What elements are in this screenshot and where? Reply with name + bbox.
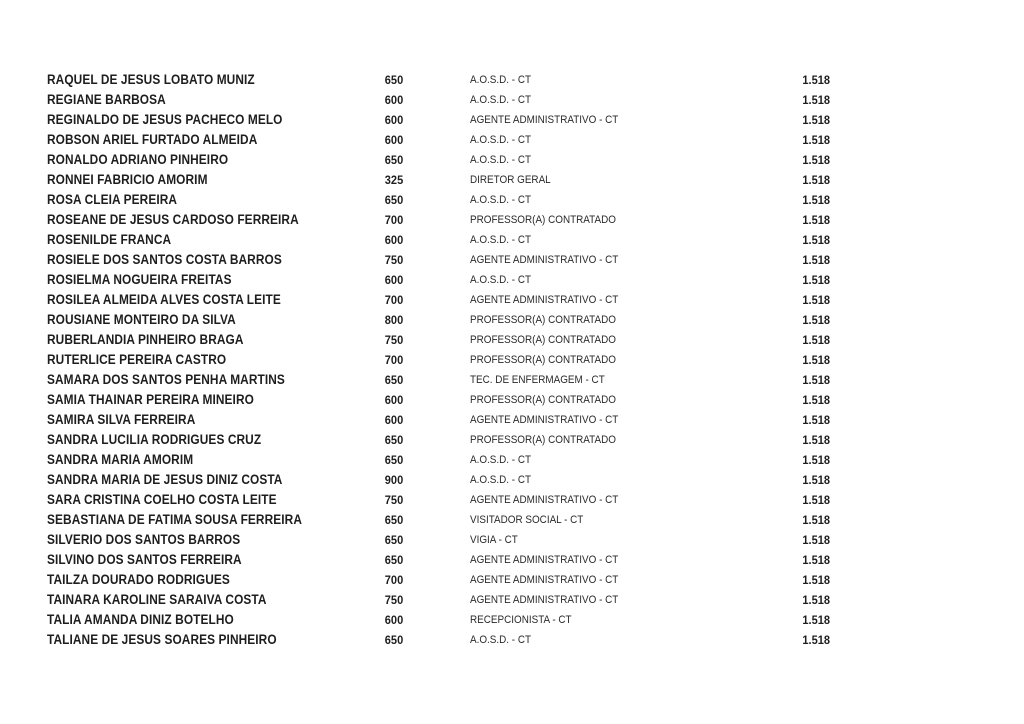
employee-role: A.O.S.D. - CT xyxy=(470,234,532,246)
employee-total: 1.518 xyxy=(802,613,830,627)
table-row xyxy=(0,270,1024,290)
employee-amount: 700 xyxy=(384,293,404,307)
employee-total: 1.518 xyxy=(802,433,830,447)
employee-table xyxy=(0,70,1024,650)
table-row xyxy=(0,310,1024,330)
table-row xyxy=(0,610,1024,630)
employee-amount: 600 xyxy=(384,613,404,627)
employee-amount: 900 xyxy=(384,473,404,487)
employee-total: 1.518 xyxy=(802,513,830,527)
employee-name: SEBASTIANA DE FATIMA SOUSA FERREIRA xyxy=(47,512,302,527)
employee-total: 1.518 xyxy=(802,173,830,187)
employee-amount: 325 xyxy=(384,173,404,187)
table-row xyxy=(0,110,1024,130)
table-row xyxy=(0,350,1024,370)
employee-name: RUTERLICE PEREIRA CASTRO xyxy=(47,352,227,367)
employee-role: A.O.S.D. - CT xyxy=(470,94,532,106)
employee-amount: 800 xyxy=(384,313,404,327)
employee-name: RAQUEL DE JESUS LOBATO MUNIZ xyxy=(47,72,255,87)
table-row xyxy=(0,370,1024,390)
employee-name: SILVERIO DOS SANTOS BARROS xyxy=(47,532,241,547)
employee-name: SAMIA THAINAR PEREIRA MINEIRO xyxy=(47,392,254,407)
employee-role: A.O.S.D. - CT xyxy=(470,454,532,466)
employee-total: 1.518 xyxy=(802,473,830,487)
employee-amount: 600 xyxy=(384,233,404,247)
employee-role: AGENTE ADMINISTRATIVO - CT xyxy=(470,574,619,586)
employee-amount: 650 xyxy=(384,73,404,87)
employee-amount: 650 xyxy=(384,373,404,387)
employee-name: ROSA CLEIA PEREIRA xyxy=(47,192,178,207)
employee-name: SANDRA MARIA DE JESUS DINIZ COSTA xyxy=(47,472,283,487)
employee-name: RONALDO ADRIANO PINHEIRO xyxy=(47,152,229,167)
employee-total: 1.518 xyxy=(802,573,830,587)
table-row xyxy=(0,90,1024,110)
employee-role: PROFESSOR(A) CONTRATADO xyxy=(470,434,616,446)
employee-total: 1.518 xyxy=(802,293,830,307)
employee-name: SILVINO DOS SANTOS FERREIRA xyxy=(47,552,242,567)
employee-amount: 700 xyxy=(384,573,404,587)
employee-role: DIRETOR GERAL xyxy=(470,174,551,186)
employee-name: SAMARA DOS SANTOS PENHA MARTINS xyxy=(47,372,285,387)
employee-name: SARA CRISTINA COELHO COSTA LEITE xyxy=(47,492,277,507)
employee-role: A.O.S.D. - CT xyxy=(470,74,532,86)
employee-name: ROSILEA ALMEIDA ALVES COSTA LEITE xyxy=(47,292,281,307)
employee-name: SAMIRA SILVA FERREIRA xyxy=(47,412,196,427)
table-row xyxy=(0,630,1024,650)
employee-amount: 600 xyxy=(384,413,404,427)
employee-amount: 650 xyxy=(384,193,404,207)
employee-total: 1.518 xyxy=(802,213,830,227)
table-row xyxy=(0,450,1024,470)
table-row xyxy=(0,550,1024,570)
employee-role: VISITADOR SOCIAL - CT xyxy=(470,514,584,526)
employee-total: 1.518 xyxy=(802,633,830,647)
employee-role: PROFESSOR(A) CONTRATADO xyxy=(470,334,616,346)
table-row xyxy=(0,170,1024,190)
employee-amount: 650 xyxy=(384,533,404,547)
table-row xyxy=(0,70,1024,90)
employee-name: ROSIELMA NOGUEIRA FREITAS xyxy=(47,272,232,287)
employee-amount: 650 xyxy=(384,513,404,527)
employee-total: 1.518 xyxy=(802,73,830,87)
table-row xyxy=(0,250,1024,270)
employee-total: 1.518 xyxy=(802,93,830,107)
employee-amount: 750 xyxy=(384,333,404,347)
employee-name: REGIANE BARBOSA xyxy=(47,92,166,107)
employee-total: 1.518 xyxy=(802,153,830,167)
employee-amount: 600 xyxy=(384,93,404,107)
employee-role: A.O.S.D. - CT xyxy=(470,194,532,206)
employee-amount: 650 xyxy=(384,433,404,447)
table-row xyxy=(0,570,1024,590)
employee-role: AGENTE ADMINISTRATIVO - CT xyxy=(470,414,619,426)
table-row xyxy=(0,330,1024,350)
employee-name: ROSIELE DOS SANTOS COSTA BARROS xyxy=(47,252,282,267)
employee-role: RECEPCIONISTA - CT xyxy=(470,614,572,626)
employee-role: A.O.S.D. - CT xyxy=(470,154,532,166)
employee-total: 1.518 xyxy=(802,453,830,467)
employee-total: 1.518 xyxy=(802,493,830,507)
employee-amount: 650 xyxy=(384,553,404,567)
employee-total: 1.518 xyxy=(802,313,830,327)
employee-total: 1.518 xyxy=(802,253,830,267)
employee-name: RUBERLANDIA PINHEIRO BRAGA xyxy=(47,332,244,347)
employee-name: RONNEI FABRICIO AMORIM xyxy=(47,172,208,187)
table-row xyxy=(0,430,1024,450)
table-row xyxy=(0,150,1024,170)
table-row xyxy=(0,470,1024,490)
employee-role: AGENTE ADMINISTRATIVO - CT xyxy=(470,594,619,606)
employee-name: ROBSON ARIEL FURTADO ALMEIDA xyxy=(47,132,258,147)
table-row xyxy=(0,130,1024,150)
employee-name: TAINARA KAROLINE SARAIVA COSTA xyxy=(47,592,267,607)
employee-name: ROSEANE DE JESUS CARDOSO FERREIRA xyxy=(47,212,299,227)
employee-amount: 750 xyxy=(384,253,404,267)
table-row xyxy=(0,230,1024,250)
employee-total: 1.518 xyxy=(802,333,830,347)
employee-role: A.O.S.D. - CT xyxy=(470,134,532,146)
employee-name: TALIANE DE JESUS SOARES PINHEIRO xyxy=(47,632,277,647)
employee-name: TALIA AMANDA DINIZ BOTELHO xyxy=(47,612,234,627)
employee-total: 1.518 xyxy=(802,273,830,287)
employee-name: REGINALDO DE JESUS PACHECO MELO xyxy=(47,112,283,127)
employee-amount: 600 xyxy=(384,393,404,407)
employee-role: PROFESSOR(A) CONTRATADO xyxy=(470,314,616,326)
employee-role: AGENTE ADMINISTRATIVO - CT xyxy=(470,254,619,266)
table-row xyxy=(0,390,1024,410)
employee-total: 1.518 xyxy=(802,233,830,247)
employee-role: VIGIA - CT xyxy=(470,534,518,546)
employee-role: A.O.S.D. - CT xyxy=(470,634,532,646)
employee-amount: 600 xyxy=(384,113,404,127)
employee-name: SANDRA LUCILIA RODRIGUES CRUZ xyxy=(47,432,262,447)
employee-name: TAILZA DOURADO RODRIGUES xyxy=(47,572,230,587)
employee-amount: 750 xyxy=(384,493,404,507)
employee-total: 1.518 xyxy=(802,413,830,427)
employee-total: 1.518 xyxy=(802,133,830,147)
employee-total: 1.518 xyxy=(802,553,830,567)
table-row xyxy=(0,210,1024,230)
employee-name: SANDRA MARIA AMORIM xyxy=(47,452,194,467)
employee-role: AGENTE ADMINISTRATIVO - CT xyxy=(470,114,619,126)
employee-role: PROFESSOR(A) CONTRATADO xyxy=(470,214,616,226)
employee-amount: 700 xyxy=(384,213,404,227)
employee-role: AGENTE ADMINISTRATIVO - CT xyxy=(470,494,619,506)
table-row xyxy=(0,190,1024,210)
employee-name: ROSENILDE FRANCA xyxy=(47,232,172,247)
employee-amount: 700 xyxy=(384,353,404,367)
table-row xyxy=(0,530,1024,550)
table-row xyxy=(0,410,1024,430)
table-row xyxy=(0,510,1024,530)
employee-amount: 600 xyxy=(384,133,404,147)
employee-total: 1.518 xyxy=(802,113,830,127)
table-row xyxy=(0,290,1024,310)
employee-total: 1.518 xyxy=(802,593,830,607)
table-row xyxy=(0,490,1024,510)
employee-total: 1.518 xyxy=(802,373,830,387)
employee-role: A.O.S.D. - CT xyxy=(470,474,532,486)
employee-amount: 600 xyxy=(384,273,404,287)
employee-total: 1.518 xyxy=(802,393,830,407)
employee-total: 1.518 xyxy=(802,533,830,547)
employee-role: AGENTE ADMINISTRATIVO - CT xyxy=(470,554,619,566)
employee-name: ROUSIANE MONTEIRO DA SILVA xyxy=(47,312,236,327)
employee-role: TEC. DE ENFERMAGEM - CT xyxy=(470,374,605,386)
employee-role: AGENTE ADMINISTRATIVO - CT xyxy=(470,294,619,306)
employee-total: 1.518 xyxy=(802,353,830,367)
employee-amount: 650 xyxy=(384,453,404,467)
table-row xyxy=(0,590,1024,610)
employee-amount: 650 xyxy=(384,153,404,167)
employee-role: PROFESSOR(A) CONTRATADO xyxy=(470,354,616,366)
employee-amount: 650 xyxy=(384,633,404,647)
employee-total: 1.518 xyxy=(802,193,830,207)
employee-amount: 750 xyxy=(384,593,404,607)
employee-role: A.O.S.D. - CT xyxy=(470,274,532,286)
employee-role: PROFESSOR(A) CONTRATADO xyxy=(470,394,616,406)
